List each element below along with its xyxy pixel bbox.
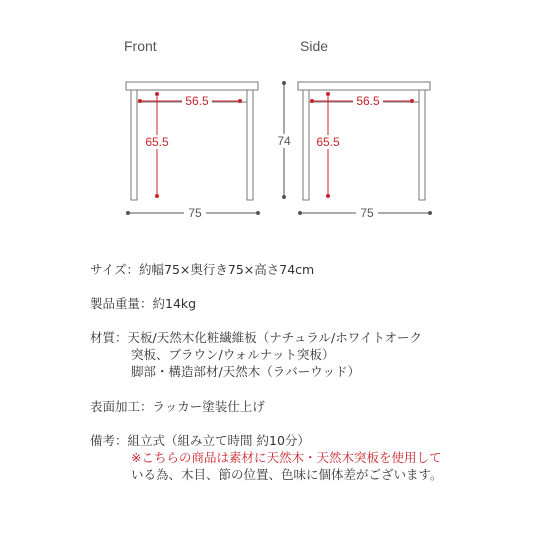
- spec-size-value: 約幅75×奥行き75×高さ74cm: [139, 262, 315, 277]
- front-right-leg: [247, 90, 253, 200]
- spec-weight-value: 約14kg: [152, 296, 197, 311]
- spec-remarks-note-2: いる為、木目、節の位置、色味に個体差がございます。: [131, 467, 443, 482]
- side-inner-height-dimension: [316, 92, 342, 198]
- side-inner-depth-label: 56.5: [356, 94, 380, 108]
- front-inner-width-dimension: [138, 94, 242, 108]
- total-height-label: 74: [277, 134, 291, 148]
- spec-size: [90, 261, 530, 278]
- spec-size-label: サイズ：: [90, 262, 140, 277]
- spec-material-line-1: 天板/天然木化粧繊維板（ナチュラル/ホワイトオーク: [127, 330, 422, 345]
- side-view-label: Side: [300, 38, 329, 54]
- front-width-dimension: [126, 205, 260, 220]
- side-depth-dimension: [298, 205, 432, 220]
- spec-material-label: 材質：: [90, 330, 128, 345]
- spec-material-line-3: 脚部・構造部材/天然木（ラバーウッド）: [131, 364, 360, 379]
- spec-remarks-note-1: ※こちらの商品は素材に天然木・天然木突板を使用して: [131, 450, 442, 465]
- total-height-dimension: [273, 81, 295, 199]
- front-tabletop: [126, 82, 258, 90]
- side-inner-depth-dimension: [310, 94, 414, 108]
- side-depth-label: 75: [360, 206, 374, 220]
- spec-remarks: [90, 432, 530, 483]
- dimension-diagram: [0, 0, 560, 240]
- spec-weight-label: 製品重量：: [90, 296, 153, 311]
- spec-finish: [90, 398, 530, 415]
- side-tabletop: [298, 82, 430, 90]
- side-right-leg: [419, 90, 425, 200]
- front-left-leg: [131, 90, 137, 200]
- spec-finish-value: ラッカー塗装仕上げ: [152, 399, 265, 414]
- front-inner-height-label: 65.5: [145, 135, 169, 149]
- spec-material: [90, 329, 530, 380]
- front-width-label: 75: [188, 206, 202, 220]
- side-left-leg: [303, 90, 309, 200]
- spec-material-line-2: 突板、ブラウン/ウォルナット突板）: [131, 347, 335, 362]
- front-inner-width-label: 56.5: [185, 94, 209, 108]
- spec-remarks-value: 組立式（組み立て時間 約10分）: [127, 433, 310, 448]
- spec-finish-label: 表面加工：: [90, 399, 153, 414]
- spec-remarks-label: 備考：: [90, 433, 128, 448]
- side-inner-height-label: 65.5: [316, 135, 340, 149]
- front-inner-height-dimension: [145, 92, 171, 198]
- spec-weight: [90, 295, 530, 312]
- front-view-label: Front: [124, 38, 157, 54]
